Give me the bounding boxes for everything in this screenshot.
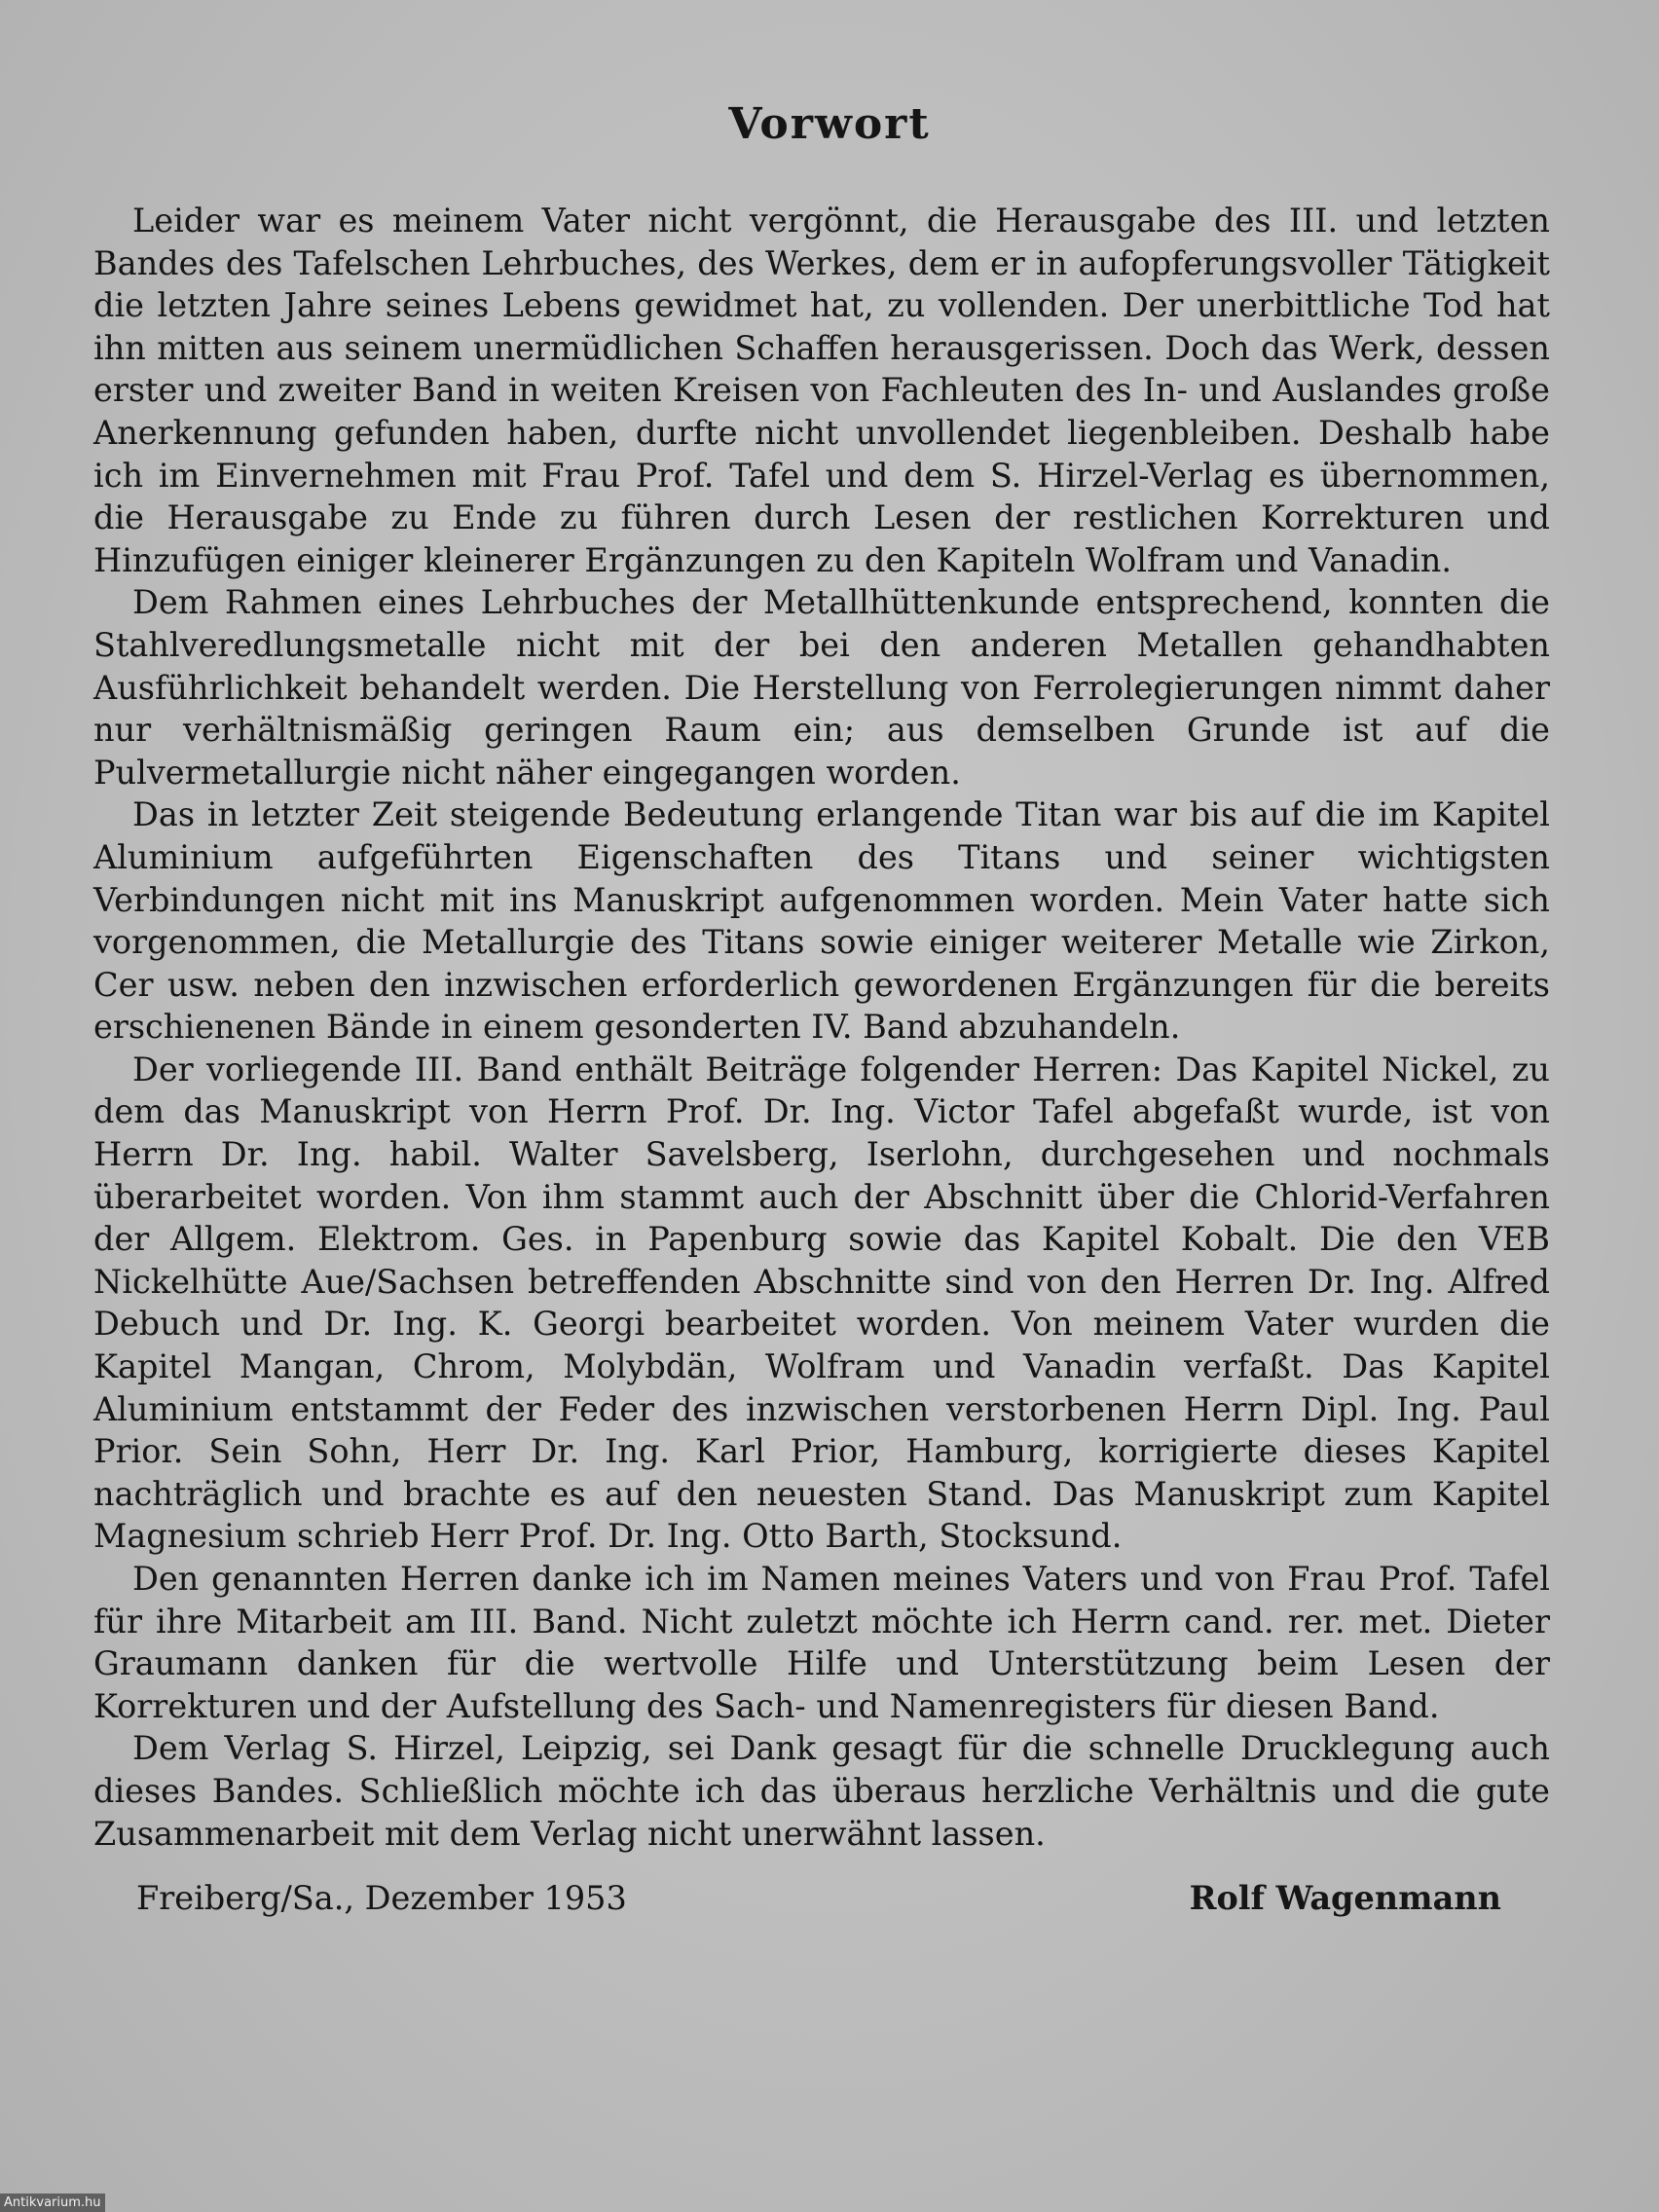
place-date: Freiberg/Sa., Dezember 1953 xyxy=(136,1879,627,1917)
paragraph-3: Das in letzter Zeit steigende Bedeutung erlangende Titan war bis auf die im Kapitel Aluminium aufgeführten Eigenschaften des Titans und seiner wichtigsten Verbindungen nicht mit ins Manuskript aufgenommen worden. Mein Vater hatte sich vorgenommen, die Metallurgie des Titans sowie einiger weiterer Metalle wie Zirkon, Cer usw. neben den inzwischen erforderlich gewordenen Ergänzungen für die bereits erschienenen Bände in einem gesonderten IV. Band abzuhandeln. xyxy=(93,795,1550,1047)
preface-body xyxy=(93,200,1550,1855)
author-signature: Rolf Wagenmann xyxy=(1189,1879,1501,1917)
paragraph-5: Den genannten Herren danke ich im Namen meines Vaters und von Frau Prof. Tafel für ihre Mitarbeit am III. Band. Nicht zuletzt möchte ich Herrn cand. rer. met. Dieter Graumann danken für die wertvolle Hilfe und Unterstützung beim Lesen der Korrekturen und der Aufstellung des Sach- und Namenregisters für diesen Band. xyxy=(93,1560,1550,1725)
watermark: Antikvarium.hu xyxy=(0,2194,105,2212)
paragraph-6: Dem Verlag S. Hirzel, Leipzig, sei Dank gesagt für die schnelle Drucklegung auch dieses Bandes. Schließlich möchte ich das überaus herzliche Verhältnis und die gute Zusammenarbeit mit dem Verlag nicht unerwähnt lassen. xyxy=(93,1729,1550,1853)
page-title: Vorwort xyxy=(728,99,931,149)
paragraph-2: Dem Rahmen eines Lehrbuches der Metallhüttenkunde entsprechend, konnten die Stahlveredlungsmetalle nicht mit der bei den anderen Metallen gehandhabten Ausführlichkeit behandelt werden. Die Herstellung von Ferrolegierungen nimmt daher nur verhältnismäßig geringen Raum ein; aus demselben Grunde ist auf die Pulvermetallurgie nicht näher eingegangen worden. xyxy=(93,583,1550,792)
paragraph-4: Der vorliegende III. Band enthält Beiträge folgender Herren: Das Kapitel Nickel, zu dem das Manuskript von Herrn Prof. Dr. Ing. Victor Tafel abgefaßt wurde, ist von Herrn Dr. Ing. habil. Walter Savelsberg, Iserlohn, durchgesehen und nochmals überarbeitet worden. Von ihm stammt auch der Abschnitt über die Chlorid-Verfahren der Allgem. Elektrom. Ges. in Papenburg sowie das Kapitel Kobalt. Die den VEB Nickelhütte Aue/Sachsen betreffenden Abschnitte sind von den Herren Dr. Ing. Alfred Debuch und Dr. Ing. K. Georgi bearbeitet worden. Von meinem Vater wurden die Kapitel Mangan, Chrom, Molybdän, Wolfram und Vanadin verfaßt. Das Kapitel Aluminium entstammt der Feder des inzwischen verstorbenen Herrn Dipl. Ing. Paul Prior. Sein Sohn, Herr Dr. Ing. Karl Prior, Hamburg, korrigierte dieses Kapitel nachträglich und brachte es auf den neuesten Stand. Das Manuskript zum Kapitel Magnesium schrieb Herr Prof. Dr. Ing. Otto Barth, Stocksund. xyxy=(93,1050,1550,1556)
signature-row xyxy=(136,1879,1501,1917)
paragraph-1: Leider war es meinem Vater nicht vergönnt, die Herausgabe des III. und letzten Bandes des Tafelschen Lehrbuches, des Werkes, dem er in aufopferungsvoller Tätigkeit die letzten Jahre seines Lebens gewidmet hat, zu vollenden. Der unerbittliche Tod hat ihn mitten aus seinem unermüdlichen Schaffen herausgerissen. Doch das Werk, dessen erster und zweiter Band in weiten Kreisen von Fachleuten des In- und Auslandes große Anerkennung gefunden haben, durfte nicht unvollendet liegenbleiben. Deshalb habe ich im Einvernehmen mit Frau Prof. Tafel und dem S. Hirzel-Verlag es übernommen, die Herausgabe zu Ende zu führen durch Lesen der restlichen Korrekturen und Hinzufügen einiger kleinerer Ergänzungen zu den Kapiteln Wolfram und Vanadin. xyxy=(93,202,1550,579)
